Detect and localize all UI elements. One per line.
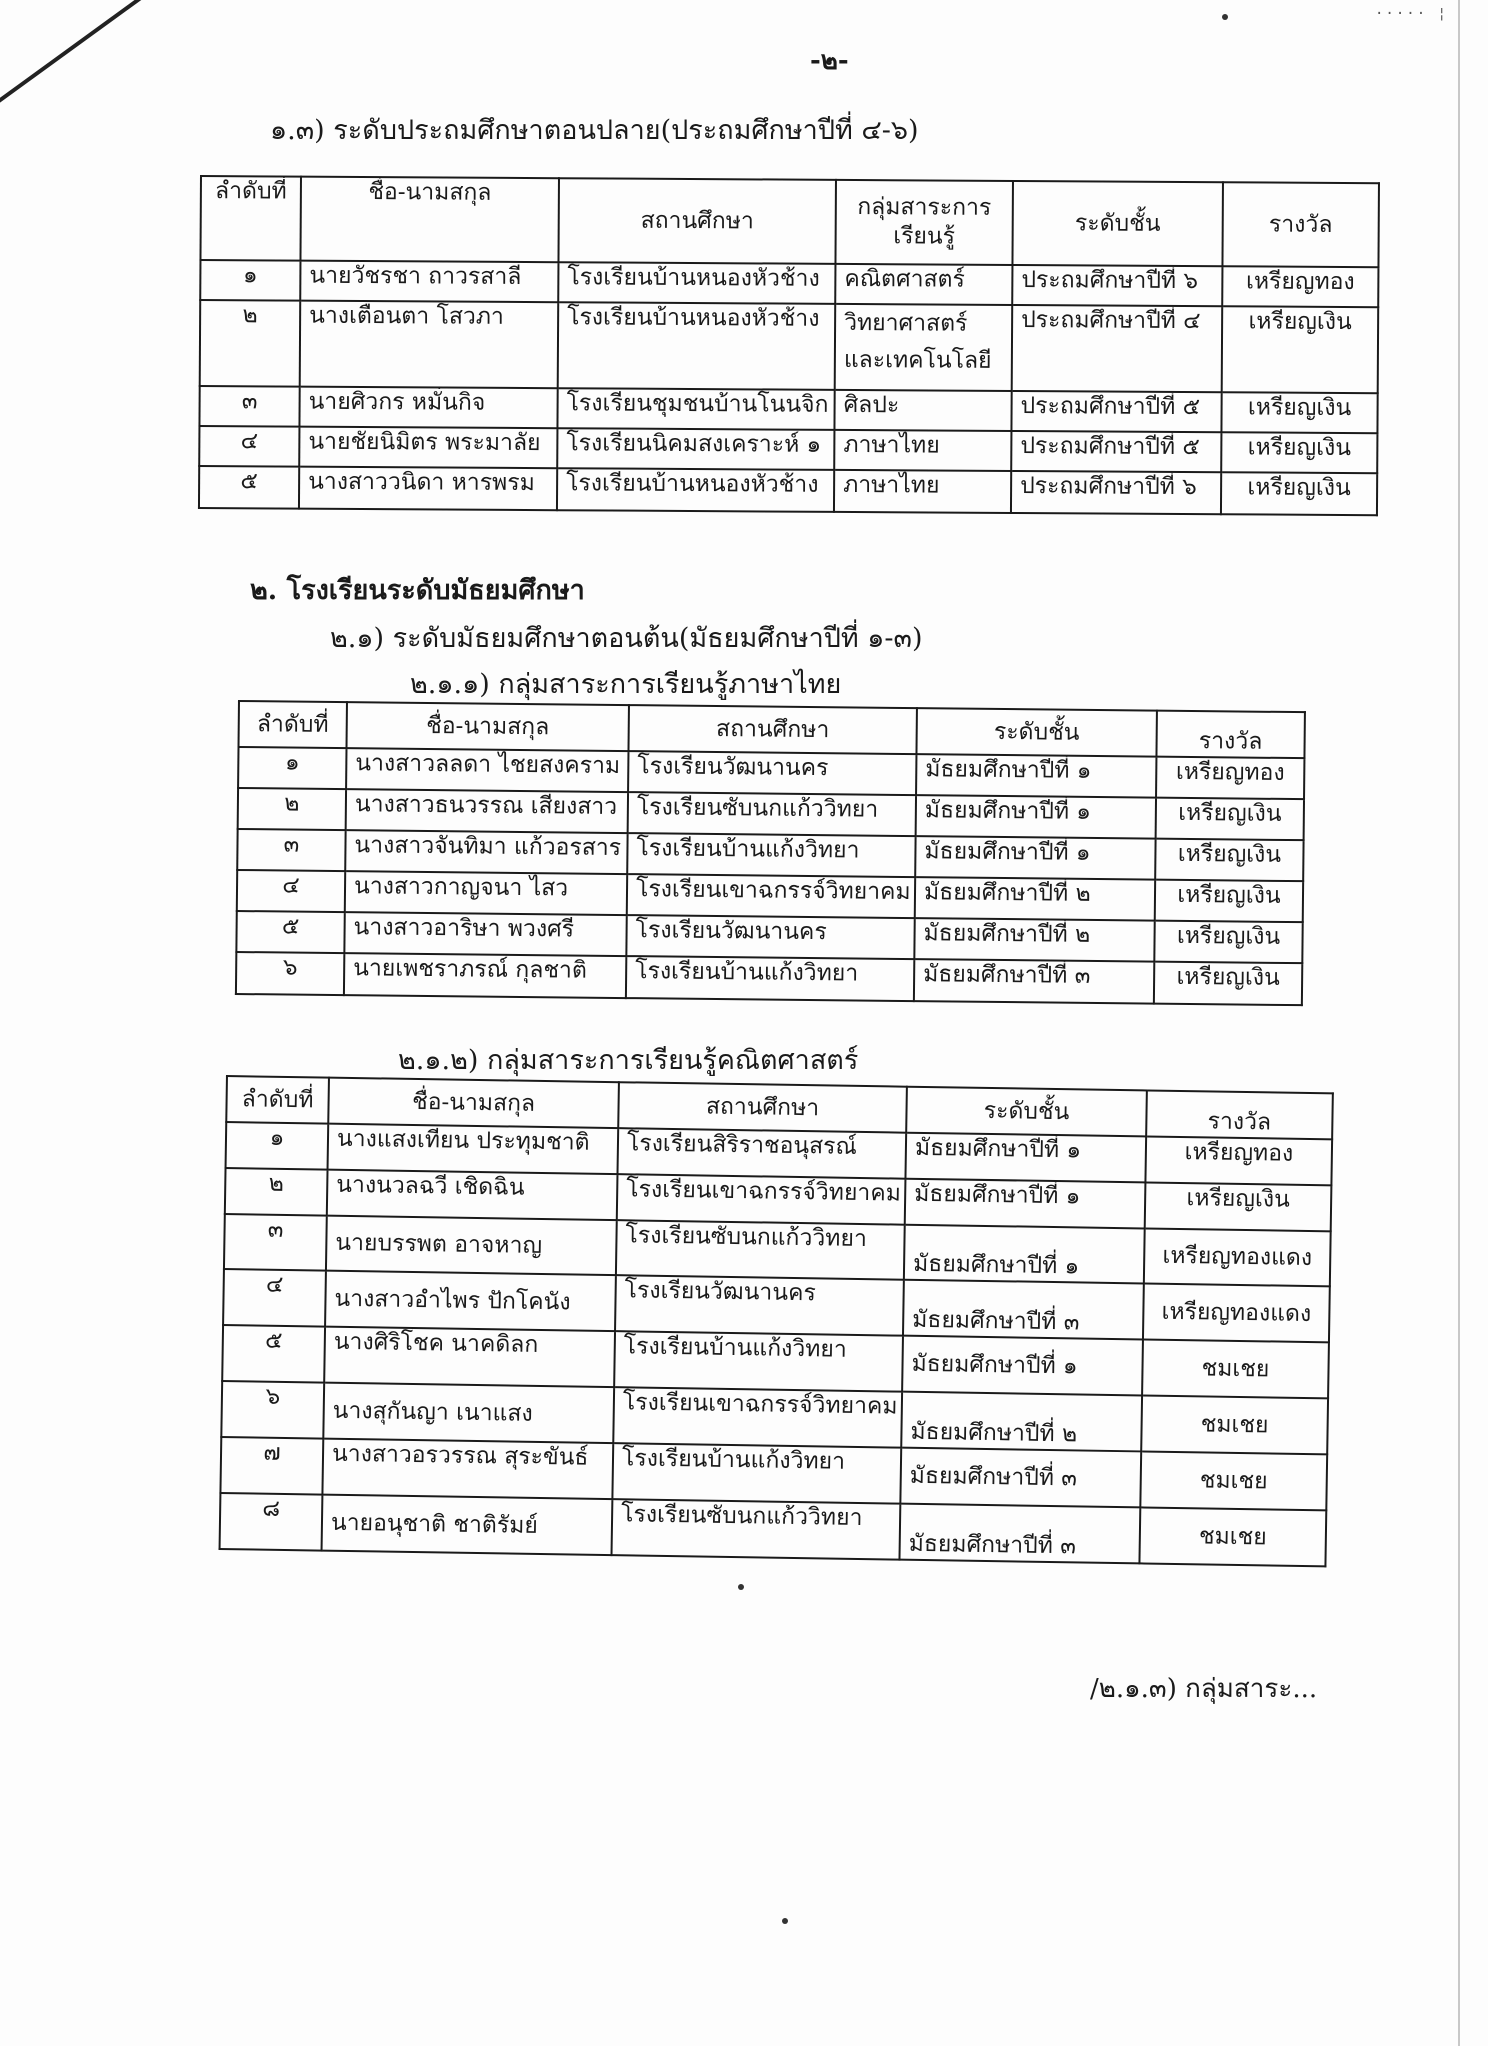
cell-school: โรงเรียนวัฒนานคร [626,915,914,959]
col-header-order: ลำดับที่ [226,1076,329,1124]
cell-order: ๒ [200,300,301,387]
cell-name: นางแสงเทียน ประทุมชาติ [328,1124,619,1175]
cell-level: มัธยมศึกษาปีที่ ๒ [915,877,1155,921]
col-header-order: ลำดับที่ [200,176,301,261]
cell-award: เหรียญเงิน [1155,880,1303,923]
cell-school: โรงเรียนบ้านหนองหัวช้าง [558,262,835,304]
cell-award: เหรียญทองแดง [1144,1228,1331,1286]
cell-school: โรงเรียนสิริราชอนุสรณ์ [617,1128,906,1179]
cell-order: ๑ [200,260,300,301]
section-1-3-heading: ๑.๓) ระดับประถมศึกษาตอนปลาย(ประถมศึกษาปีที่ ๔-๖) [270,115,919,146]
col-header-award: รางวัล [1222,182,1379,267]
table-secondary-math [219,1075,1334,1567]
col-header-award: รางวัล [1156,711,1304,759]
cell-name: นางศิริโชค นาคดิลก [324,1327,615,1388]
col-header-subject: กลุ่มสาระการเรียนรู้ [835,180,1013,265]
col-header-level: ระดับชั้น [906,1087,1147,1137]
cell-name: นายเพชราภรณ์ กุลชาติ [344,953,626,998]
page-number: -๒- [810,46,849,76]
cell-name: นางนวลฉวี เชิดฉิน [327,1170,618,1221]
cell-award: เหรียญทอง [1156,757,1304,800]
cell-order: ๑ [238,747,346,789]
cell-level: มัธยมศึกษาปีที่ ๑ [916,795,1156,839]
scan-pen-mark [0,0,262,124]
cell-name: นายอนุชาติ ชาติรัมย์ [322,1495,613,1556]
cell-school: โรงเรียนบ้านแก้งวิทยา [626,956,914,1001]
cell-level: ประถมศึกษาปีที่ ๔ [1012,305,1223,392]
cell-level: มัธยมศึกษาปีที่ ๑ [904,1225,1145,1284]
cell-level: มัธยมศึกษาปีที่ ๑ [915,836,1155,880]
scan-speck [1222,14,1228,20]
cell-order: ๔ [199,426,299,467]
section-2-1-2-heading: ๒.๑.๒) กลุ่มสาระการเรียนรู้คณิตศาสตร์ [398,1045,859,1076]
cell-school: โรงเรียนซับนกแก้ววิทยา [612,1499,901,1560]
cell-order: ๑ [226,1122,329,1170]
cell-award: เหรียญทอง [1145,1136,1332,1185]
section-2-1-heading: ๒.๑) ระดับมัธยมศึกษาตอนต้น(มัธยมศึกษาปีที่ ๑-๓) [330,623,923,654]
cell-order: ๔ [237,870,345,912]
cell-school: โรงเรียนเขาฉกรรจ์วิทยาคม [627,874,915,918]
col-header-school: สถานศึกษา [628,705,916,754]
cell-order: ๔ [223,1269,326,1327]
cell-name: นายชัยนิมิตร พระมาลัย [299,427,557,469]
cell-name: นางสาวธนวรรณ เสียงสาว [346,789,628,833]
cell-school: โรงเรียนซับนกแก้ววิทยา [616,1220,905,1280]
scan-speck [738,1584,744,1590]
cell-award: เหรียญเงิน [1221,392,1377,433]
cell-subject: วิทยาศาสตร์และเทคโนโลยี [835,304,1013,391]
section-2-heading: ๒. โรงเรียนระดับมัธยมศึกษา [250,575,585,606]
cell-order: ๓ [237,829,345,871]
cell-order: ๗ [220,1437,323,1495]
cell-level: ประถมศึกษาปีที่ ๕ [1011,431,1221,472]
cell-award: เหรียญทองแดง [1143,1283,1330,1342]
section-2-1-1-heading: ๒.๑.๑) กลุ่มสาระการเรียนรู้ภาษาไทย [410,669,842,700]
cell-school: โรงเรียนบ้านแก้งวิทยา [612,1443,901,1504]
cell-name: นางสาวอำไพร ปักโคนัง [325,1271,616,1332]
cell-name: นายบรรพต อาจหาญ [326,1216,617,1276]
cell-name: นางสาวอรวรรณ สุระขันธ์ [322,1439,613,1500]
cell-level: มัธยมศึกษาปีที่ ๒ [914,918,1154,962]
table-header-row [200,176,1378,267]
cell-school: โรงเรียนบ้านหนองหัวช้าง [558,302,836,390]
table-secondary-thai [235,700,1306,1006]
cell-name: นางสาวกาญจนา ไสว [345,871,627,915]
cell-order: ๓ [224,1214,327,1271]
cell-award: เหรียญเงิน [1156,798,1304,841]
cell-award: เหรียญเงิน [1155,839,1303,882]
cell-award: เหรียญทอง [1222,266,1378,307]
continuation-note: /๒.๑.๓) กลุ่มสาระ... [1090,1674,1318,1704]
cell-level: มัธยมศึกษาปีที่ ๑ [916,754,1156,798]
cell-order: ๕ [236,911,344,953]
cell-name: นายศิวกร หมั่นกิจ [299,387,557,429]
cell-level: มัธยมศึกษาปีที่ ๓ [899,1504,1140,1564]
cell-school: โรงเรียนบ้านแก้งวิทยา [614,1331,903,1392]
cell-order: ๖ [221,1381,324,1439]
cell-school: โรงเรียนวัฒนานคร [615,1275,904,1336]
cell-award: เหรียญเงิน [1154,921,1302,964]
cell-order: ๖ [236,952,344,995]
cell-award: ชมเชย [1139,1507,1326,1566]
cell-order: ๓ [199,386,299,427]
cell-level: ประถมศึกษาปีที่ ๖ [1011,471,1221,514]
cell-order: ๒ [238,788,346,830]
cell-order: ๕ [199,466,299,509]
cell-level: มัธยมศึกษาปีที่ ๓ [900,1448,1141,1508]
cell-subject: ภาษาไทย [834,470,1011,513]
cell-award: ชมเชย [1142,1339,1329,1398]
cell-award: เหรียญเงิน [1221,472,1377,515]
cell-award: เหรียญเงิน [1222,306,1379,393]
cell-school: โรงเรียนบ้านแก้งวิทยา [627,833,915,877]
cell-subject: คณิตศาสตร์ [835,264,1012,305]
table-row [200,300,1379,393]
cell-order: ๕ [222,1325,325,1383]
cell-award: เหรียญเงิน [1154,962,1302,1006]
col-header-name: ชื่อ-นามสกุล [328,1078,619,1129]
cell-school: โรงเรียนชุมชนบ้านโนนจิก [557,388,834,430]
cell-order: ๘ [220,1493,323,1551]
cell-award: ชมเชย [1140,1451,1327,1510]
cell-name: นางสาวลลดา ไชยสงคราม [346,748,628,792]
cell-level: มัธยมศึกษาปีที่ ๑ [902,1336,1143,1396]
cell-name: นางสาวอาริษา พวงศรี [344,912,626,956]
cell-level: มัธยมศึกษาปีที่ ๑ [905,1179,1146,1229]
scan-noise: ····· ¦ [1374,6,1448,22]
col-header-name: ชื่อ-นามสกุล [300,177,559,263]
cell-school: โรงเรียนนิคมสงเคราะห์ ๑ [557,428,834,470]
cell-school: โรงเรียนบ้านหนองหัวช้าง [557,468,834,512]
cell-level: มัธยมศึกษาปีที่ ๒ [901,1392,1142,1452]
cell-name: นางสุกันญา เนาแสง [323,1383,614,1444]
cell-school: โรงเรียนเขาฉกรรจ์วิทยาคม [617,1174,906,1225]
cell-subject: ศิลปะ [834,390,1011,431]
cell-level: ประถมศึกษาปีที่ ๕ [1011,391,1221,432]
table-row [199,466,1377,515]
col-header-school: สถานศึกษา [618,1082,907,1133]
cell-name: นายวัชรชา ถาวรสาลี [300,261,558,303]
cell-name: นางสาวจันทิมา แก้วอรสาร [345,830,627,874]
cell-subject: ภาษาไทย [834,430,1011,471]
cell-level: มัธยมศึกษาปีที่ ๓ [903,1280,1144,1340]
cell-award: เหรียญเงิน [1221,432,1377,473]
table-primary-upper [198,175,1380,516]
scan-edge-line [1458,0,1460,2046]
col-header-level: ระดับชั้น [1012,181,1223,266]
scan-speck [782,1918,788,1924]
col-header-award: รางวัล [1146,1090,1333,1139]
col-header-order: ลำดับที่ [239,701,347,748]
cell-name: นางเตือนตา โสวภา [300,301,559,389]
cell-award: ชมเชย [1141,1395,1328,1454]
cell-name: นางสาววนิดา หารพรม [299,467,557,511]
cell-school: โรงเรียนซับนกแก้ววิทยา [628,792,916,836]
col-header-name: ชื่อ-นามสกุล [347,702,629,751]
col-header-school: สถานศึกษา [558,178,836,264]
cell-school: โรงเรียนเขาฉกรรจ์วิทยาคม [613,1387,902,1448]
cell-order: ๒ [225,1168,328,1216]
cell-award: เหรียญเงิน [1145,1182,1332,1231]
cell-level: มัธยมศึกษาปีที่ ๑ [905,1133,1146,1183]
cell-level: ประถมศึกษาปีที่ ๖ [1012,265,1222,306]
cell-school: โรงเรียนวัฒนานคร [628,751,916,795]
cell-level: มัธยมศึกษาปีที่ ๓ [914,959,1154,1004]
col-header-level: ระดับชั้น [916,708,1156,757]
